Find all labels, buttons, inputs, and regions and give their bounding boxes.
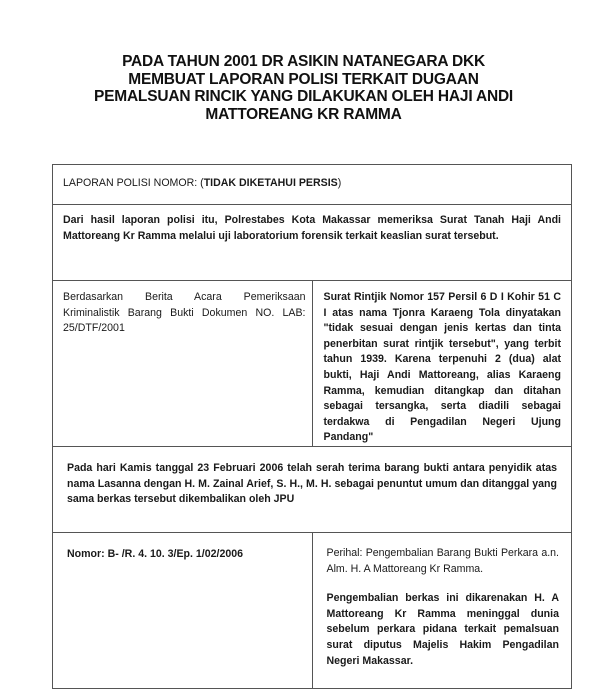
title-line: MATTOREANG KR RAMMA	[205, 105, 402, 123]
return-reason: Pengembalian berkas ini dikarenakan H. A Mattoreang Kr Ramma meninggal dunia sebelum perkara pidana terkait pemalsuan surat diputus Majelis Hakim Pengadilan Negeri Makassar.	[326, 592, 559, 667]
document-title	[60, 53, 547, 123]
return-row	[53, 532, 572, 688]
return-number: Nomor: B- /R. 4. 10. 3/Ep. 1/02/2006	[53, 532, 313, 688]
lab-reference: Berdasarkan Berita Acara Pemeriksaan Kriminalistik Barang Bukti Dokumen NO. LAB: 25/DTF/2001	[53, 281, 313, 447]
return-details	[312, 532, 572, 688]
lab-row	[53, 281, 572, 447]
report-number-close: )	[337, 177, 342, 189]
case-table	[52, 164, 572, 689]
report-number-label: LAPORAN POLISI NOMOR: (	[63, 177, 204, 189]
handover-row	[53, 446, 572, 532]
summary-text: Dari hasil laporan polisi itu, Polrestabes Kota Makassar memeriksa Surat Tanah Haji Andi Mattoreang Kr Ramma melalui uji laboratorium forensik terkait keaslian surat tersebut.	[53, 205, 572, 281]
return-subject: Perihal: Pengembalian Barang Bukti Perkara a.n. Alm. H. A Mattoreang Kr Ramma.	[326, 546, 559, 575]
report-number-value: TIDAK DIKETAHUI PERSIS	[203, 177, 338, 189]
title-line: PEMALSUAN RINCIK YANG DILAKUKAN OLEH HAJI ANDI	[93, 88, 514, 105]
lab-finding: Surat Rintjik Nomor 157 Persil 6 D I Kohir 51 C I atas nama Tjonra Karaeng Tola dinyatakan "tidak sesuai dengan jenis kertas dan tinta penerbitan surat rintjik tersebut", yang terbit tahun 1939. Karena terpenuhi 2 (dua) alat bukti, Haji Andi Mattoreang, alias Karaeng Ramma, kemudian ditangkap dan ditahan sebagai tersangka, serta diadili sebagai terdakwa di Pengadilan Negeri Ujung Pandang"	[312, 281, 572, 447]
title-line: MEMBUAT LAPORAN POLISI TERKAIT DUGAAN	[128, 70, 479, 88]
summary-row	[53, 205, 572, 281]
handover-text: Pada hari Kamis tanggal 23 Februari 2006 telah serah terima barang bukti antara penyidik atas nama Lasanna dengan H. M. Zainal Arief, S. H., M. H. sebagai penuntut umum dan ditanggal yang sama berkas tersebut dikembalikan oleh JPU	[53, 446, 572, 532]
title-line: PADA TAHUN 2001 DR ASIKIN NATANEGARA DKK	[122, 53, 485, 70]
report-number-row	[53, 165, 572, 205]
report-number-cell	[53, 165, 572, 205]
